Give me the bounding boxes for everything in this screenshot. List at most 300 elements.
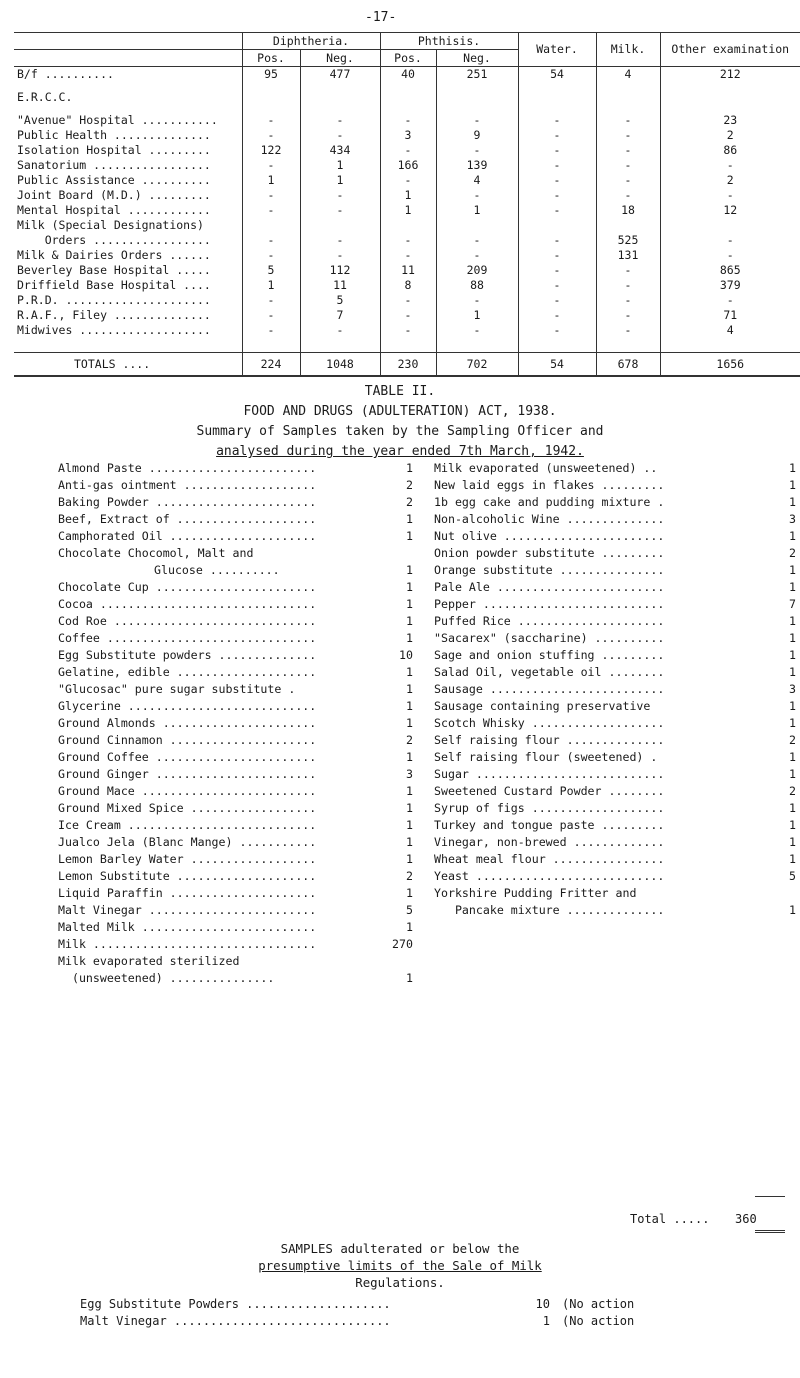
table-cell: - xyxy=(596,158,660,173)
list-item xyxy=(58,885,413,902)
list-item xyxy=(434,528,796,545)
table-cell: - xyxy=(380,308,436,323)
totals-cell: 224 xyxy=(242,353,300,377)
spacer-cell xyxy=(242,338,300,353)
sample-count: 7 xyxy=(789,597,796,611)
sample-count: 1 xyxy=(406,852,413,866)
spacer-cell xyxy=(242,105,300,113)
adulterated-line-1: SAMPLES adulterated or below the xyxy=(280,1241,520,1256)
sample-count xyxy=(385,545,413,562)
header-milk: Milk. xyxy=(596,33,660,67)
table-row xyxy=(14,263,800,278)
totals-cell: 54 xyxy=(518,353,596,377)
table-cell: - xyxy=(596,293,660,308)
list-item xyxy=(434,681,796,698)
spacer-cell xyxy=(596,82,660,90)
sample-count xyxy=(385,953,413,970)
table-cell: 5 xyxy=(242,263,300,278)
subheader-neg: Neg. xyxy=(300,50,380,67)
list-item xyxy=(434,766,796,783)
sample-name: 1b egg cake and pudding mixture . xyxy=(434,495,665,509)
summary-line-1: Summary of Samples taken by the Sampling Officer and xyxy=(196,424,604,439)
table-corner-2 xyxy=(14,50,242,67)
table-cell: 379 xyxy=(660,278,800,293)
table-cell: 4 xyxy=(596,67,660,83)
sample-count xyxy=(768,885,796,902)
table-cell: - xyxy=(596,263,660,278)
totals-row xyxy=(14,353,800,377)
sample-name: Self raising flour .............. xyxy=(434,733,665,747)
table-cell: 5 xyxy=(300,293,380,308)
table-cell: - xyxy=(242,293,300,308)
sample-name: Self raising flour (sweetened) . xyxy=(434,750,658,764)
table-cell: 2 xyxy=(660,173,800,188)
list-item xyxy=(58,919,413,936)
sample-count: 1 xyxy=(406,818,413,832)
list-item xyxy=(58,766,413,783)
spacer-cell xyxy=(380,105,436,113)
list-item xyxy=(58,664,413,681)
sample-count: 2 xyxy=(406,478,413,492)
list-item xyxy=(58,800,413,817)
list-item xyxy=(434,647,796,664)
table-cell xyxy=(596,90,660,105)
table-row xyxy=(14,233,800,248)
list-item xyxy=(434,783,796,800)
list-item xyxy=(58,528,413,545)
sample-count: 1 xyxy=(789,767,796,781)
sample-count: 1 xyxy=(406,801,413,815)
list-item xyxy=(58,749,413,766)
sample-name: Non-alcoholic Wine .............. xyxy=(434,512,665,526)
row-label: Midwives ................... xyxy=(17,323,211,337)
sample-name: Ground Mace ......................... xyxy=(58,784,317,798)
sample-count: 1 xyxy=(789,750,796,764)
sample-count: 1 xyxy=(406,461,413,475)
adulterated-line-3: Regulations. xyxy=(355,1275,445,1290)
list-item xyxy=(58,460,413,477)
sample-name: Sage and onion stuffing ......... xyxy=(434,648,665,662)
table-cell: 40 xyxy=(380,67,436,83)
spacer-cell xyxy=(14,338,242,353)
sample-name: Ground Almonds ...................... xyxy=(58,716,317,730)
table-cell: 54 xyxy=(518,67,596,83)
sample-count: 3 xyxy=(406,767,413,781)
sample-count: 270 xyxy=(392,937,413,951)
table-cell: - xyxy=(242,188,300,203)
sample-name: Nut olive ....................... xyxy=(434,529,665,543)
table2-title: TABLE II. xyxy=(364,384,436,399)
table-cell: 11 xyxy=(380,263,436,278)
list-item xyxy=(434,902,796,919)
sample-name: Gelatine, edible .................... xyxy=(58,665,317,679)
sample-name: Turkey and tongue paste ......... xyxy=(434,818,665,832)
table-cell: 1 xyxy=(436,308,518,323)
sample-count: 2 xyxy=(406,495,413,509)
list-item xyxy=(434,885,796,902)
table-cell xyxy=(300,218,380,233)
list-item xyxy=(58,579,413,596)
list-item xyxy=(58,783,413,800)
header-diphtheria: Diphtheria. xyxy=(242,33,380,50)
list-item xyxy=(434,630,796,647)
spacer-row xyxy=(14,338,800,353)
table-cell: - xyxy=(436,293,518,308)
table-cell: 1 xyxy=(380,203,436,218)
list-item xyxy=(58,902,413,919)
table-cell: - xyxy=(242,308,300,323)
table-cell: - xyxy=(596,278,660,293)
table-cell: 525 xyxy=(596,233,660,248)
table-cell: - xyxy=(380,173,436,188)
table-cell: 71 xyxy=(660,308,800,323)
table-cell: 1 xyxy=(300,173,380,188)
sample-name: Lemon Substitute .................... xyxy=(58,869,317,883)
sample-count: 2 xyxy=(406,733,413,747)
sample-count: 2 xyxy=(789,784,796,798)
table-cell: - xyxy=(380,143,436,158)
table-row xyxy=(14,248,800,263)
spacer-row xyxy=(14,105,800,113)
table-cell: - xyxy=(660,293,800,308)
table-cell: 3 xyxy=(380,128,436,143)
spacer-cell xyxy=(596,338,660,353)
table-row xyxy=(14,278,800,293)
action-note: (No action xyxy=(562,1297,635,1311)
table-cell: - xyxy=(518,158,596,173)
sample-count: 1 xyxy=(789,529,796,543)
table-row xyxy=(14,143,800,158)
sample-name: Chocolate Chocomol, Malt and xyxy=(58,546,254,560)
subheader-pos: Pos. xyxy=(242,50,300,67)
sample-count: 1 xyxy=(789,716,796,730)
table-cell: - xyxy=(518,128,596,143)
table-cell: 131 xyxy=(596,248,660,263)
sample-name: Sugar ........................... xyxy=(434,767,665,781)
sample-name: Yorkshire Pudding Fritter and xyxy=(434,886,637,900)
table-cell: - xyxy=(300,128,380,143)
totals-cell: 1656 xyxy=(660,353,800,377)
list-item xyxy=(58,698,413,715)
list-item xyxy=(58,647,413,664)
sample-count: 1 xyxy=(789,835,796,849)
table-row xyxy=(14,113,800,128)
totals-cell: 678 xyxy=(596,353,660,377)
table-corner xyxy=(14,33,242,50)
table-cell: - xyxy=(518,173,596,188)
spacer-cell xyxy=(660,105,800,113)
sample-count: 1 xyxy=(406,563,413,577)
table-cell: - xyxy=(242,158,300,173)
sample-count: 10 xyxy=(399,648,413,662)
sample-name: Glycerine ........................... xyxy=(58,699,317,713)
sample-name: Pale Ale ........................ xyxy=(434,580,665,594)
sample-name: Beef, Extract of .................... xyxy=(58,512,317,526)
sample-count: 1 xyxy=(789,461,796,475)
list-item xyxy=(58,834,413,851)
adulterated-list xyxy=(80,1296,634,1330)
sample-count: 1 xyxy=(789,852,796,866)
sample-count: 1 xyxy=(789,580,796,594)
spacer-cell xyxy=(300,105,380,113)
spacer-cell xyxy=(518,82,596,90)
totals-label: TOTALS .... xyxy=(14,353,242,377)
table-cell: 4 xyxy=(660,323,800,338)
sample-name: "Sacarex" (saccharine) .......... xyxy=(434,631,665,645)
row-label: Joint Board (M.D.) ......... xyxy=(17,188,211,202)
row-label: Orders ................. xyxy=(17,233,211,247)
table-row xyxy=(14,90,800,105)
table-row xyxy=(14,67,800,83)
list-item xyxy=(434,698,796,715)
sample-name: Camphorated Oil ..................... xyxy=(58,529,317,543)
sample-count: 1 xyxy=(789,614,796,628)
sample-count: 1 xyxy=(406,835,413,849)
summary-line-2: analysed during the year ended 7th March, 1942. xyxy=(216,444,584,459)
table-cell: 7 xyxy=(300,308,380,323)
table-cell: 1 xyxy=(242,173,300,188)
header-other: Other examination xyxy=(660,33,800,67)
sample-name: Sausage ......................... xyxy=(434,682,665,696)
table-cell: - xyxy=(518,248,596,263)
spacer-cell xyxy=(436,105,518,113)
sample-name: Cocoa ............................... xyxy=(58,597,317,611)
table-cell: - xyxy=(596,188,660,203)
sample-name: Sausage containing preservative xyxy=(434,699,651,713)
list-item xyxy=(434,868,796,885)
row-label: B/f .......... xyxy=(17,67,114,81)
table-cell: - xyxy=(380,293,436,308)
table-cell xyxy=(242,218,300,233)
sample-count: 2 xyxy=(789,733,796,747)
list-item xyxy=(434,545,796,562)
sample-name: Ground Mixed Spice .................. xyxy=(58,801,317,815)
total-rule xyxy=(755,1196,785,1197)
row-label: R.A.F., Filey .............. xyxy=(17,308,211,322)
adulterated-count: 1 xyxy=(542,1314,550,1328)
table-cell: - xyxy=(660,233,800,248)
table-cell: - xyxy=(518,113,596,128)
sample-name: Ground Coffee ....................... xyxy=(58,750,317,764)
table-cell: - xyxy=(596,128,660,143)
table-row xyxy=(14,323,800,338)
sample-name: Ground Cinnamon ..................... xyxy=(58,733,317,747)
sample-count: 1 xyxy=(406,920,413,934)
list-item xyxy=(434,460,796,477)
spacer-cell xyxy=(380,338,436,353)
table-cell: 865 xyxy=(660,263,800,278)
table-cell: - xyxy=(242,128,300,143)
list-item xyxy=(58,817,413,834)
sample-name: Milk ................................ xyxy=(58,937,317,951)
table-cell: - xyxy=(518,143,596,158)
sample-name: Vinegar, non-brewed ............. xyxy=(434,835,665,849)
row-label: E.R.C.C. xyxy=(17,90,73,104)
table-body xyxy=(14,67,800,377)
sample-count: 1 xyxy=(789,478,796,492)
sample-name: Onion powder substitute ......... xyxy=(434,546,665,560)
spacer-row xyxy=(14,82,800,90)
table-cell: - xyxy=(518,233,596,248)
sample-count: 1 xyxy=(406,665,413,679)
list-item xyxy=(58,630,413,647)
list-item xyxy=(434,494,796,511)
table-cell: - xyxy=(518,293,596,308)
list-item xyxy=(434,817,796,834)
table-cell: 2 xyxy=(660,128,800,143)
table-cell xyxy=(436,218,518,233)
table-cell: 4 xyxy=(436,173,518,188)
sample-count: 1 xyxy=(789,818,796,832)
sample-name: Cod Roe ............................. xyxy=(58,614,317,628)
table-cell: - xyxy=(436,188,518,203)
sample-count: 5 xyxy=(789,869,796,883)
table-cell: - xyxy=(380,323,436,338)
samples-list-left xyxy=(58,460,413,987)
sample-name: "Glucosac" pure sugar substitute . xyxy=(58,682,296,696)
table-cell: - xyxy=(436,233,518,248)
table-cell: - xyxy=(300,188,380,203)
table-cell: 1 xyxy=(300,158,380,173)
table-cell: - xyxy=(518,278,596,293)
sample-count: 1 xyxy=(789,648,796,662)
total-label: Total ..... xyxy=(630,1212,710,1226)
table-row xyxy=(14,188,800,203)
list-item xyxy=(434,834,796,851)
table-cell: - xyxy=(300,248,380,263)
list-item xyxy=(58,953,413,970)
list-item xyxy=(58,494,413,511)
sample-count: 1 xyxy=(406,716,413,730)
sample-count: 1 xyxy=(789,699,796,713)
sample-count: 1 xyxy=(406,631,413,645)
sample-name: Wheat meal flour ................ xyxy=(434,852,665,866)
sample-count: 1 xyxy=(406,699,413,713)
sample-count: 3 xyxy=(789,682,796,696)
table-cell: - xyxy=(242,248,300,263)
list-item xyxy=(58,545,413,562)
sample-name: Baking Powder ....................... xyxy=(58,495,317,509)
table-cell: - xyxy=(300,233,380,248)
page-number: -17- xyxy=(365,10,397,25)
row-label: Mental Hospital ............ xyxy=(17,203,211,217)
table-cell xyxy=(380,90,436,105)
totals-cell: 1048 xyxy=(300,353,380,377)
list-item xyxy=(58,613,413,630)
samples-list-right xyxy=(434,460,796,919)
list-item xyxy=(58,715,413,732)
table-row xyxy=(14,203,800,218)
table-cell: 95 xyxy=(242,67,300,83)
sample-count: 1 xyxy=(406,580,413,594)
table-cell: 139 xyxy=(436,158,518,173)
row-label: Beverley Base Hospital ..... xyxy=(17,263,211,277)
table-cell: 23 xyxy=(660,113,800,128)
table-cell: 434 xyxy=(300,143,380,158)
total-value: 360 xyxy=(735,1212,757,1226)
table-cell: 477 xyxy=(300,67,380,83)
sample-name: Lemon Barley Water .................. xyxy=(58,852,317,866)
table-cell xyxy=(242,90,300,105)
spacer-cell xyxy=(596,105,660,113)
list-item xyxy=(434,664,796,681)
list-item xyxy=(58,511,413,528)
sample-name: Malt Vinegar ........................ xyxy=(58,903,317,917)
list-item xyxy=(58,681,413,698)
totals-cell: 230 xyxy=(380,353,436,377)
table-cell: - xyxy=(518,323,596,338)
sample-count: 1 xyxy=(789,563,796,577)
table-cell: 86 xyxy=(660,143,800,158)
table-cell: - xyxy=(596,143,660,158)
row-label: Isolation Hospital ......... xyxy=(17,143,211,157)
sample-count: 1 xyxy=(406,529,413,543)
table-cell: 8 xyxy=(380,278,436,293)
list-item xyxy=(58,868,413,885)
adulterated-line-2: presumptive limits of the Sale of Milk xyxy=(258,1258,542,1273)
spacer-cell xyxy=(300,338,380,353)
spacer-cell xyxy=(436,338,518,353)
sample-name: Almond Paste ........................ xyxy=(58,461,317,475)
table-row xyxy=(14,158,800,173)
sample-count: 1 xyxy=(406,886,413,900)
sample-count: 1 xyxy=(406,682,413,696)
header-water: Water. xyxy=(518,33,596,67)
spacer-cell xyxy=(518,338,596,353)
act-title: FOOD AND DRUGS (ADULTERATION) ACT, 1938. xyxy=(243,404,557,419)
table-cell: - xyxy=(596,113,660,128)
table-cell xyxy=(660,218,800,233)
list-item xyxy=(58,936,413,953)
sample-count: 1 xyxy=(406,597,413,611)
sample-name: Anti-gas ointment ................... xyxy=(58,478,317,492)
table-row xyxy=(14,308,800,323)
sample-name: Malted Milk ......................... xyxy=(58,920,317,934)
sample-name: (unsweetened) ............... xyxy=(58,971,275,985)
table-cell: - xyxy=(596,173,660,188)
list-item xyxy=(434,800,796,817)
table-cell: - xyxy=(242,233,300,248)
sample-count: 3 xyxy=(789,512,796,526)
table-cell: - xyxy=(436,143,518,158)
spacer-cell xyxy=(14,105,242,113)
sample-name: Chocolate Cup ....................... xyxy=(58,580,317,594)
total-double-rule xyxy=(755,1230,785,1233)
sample-name: Coffee .............................. xyxy=(58,631,317,645)
list-item xyxy=(434,851,796,868)
list-item xyxy=(434,511,796,528)
row-label: Driffield Base Hospital .... xyxy=(17,278,211,292)
table-cell: - xyxy=(436,323,518,338)
table-cell xyxy=(596,218,660,233)
row-label: Milk & Dairies Orders ...... xyxy=(17,248,211,262)
list-item xyxy=(434,562,796,579)
list-item xyxy=(434,732,796,749)
action-note: (No action xyxy=(562,1314,635,1328)
table-cell: - xyxy=(300,323,380,338)
table-cell: - xyxy=(518,308,596,323)
list-item xyxy=(434,749,796,766)
table-cell: - xyxy=(518,263,596,278)
spacer-cell xyxy=(518,105,596,113)
results-table xyxy=(14,32,800,377)
table-cell: - xyxy=(660,248,800,263)
sample-name: Orange substitute ............... xyxy=(434,563,665,577)
sample-name: Ice Cream ........................... xyxy=(58,818,317,832)
row-label: Sanatorium ................. xyxy=(17,158,211,172)
table-cell xyxy=(518,218,596,233)
list-item xyxy=(58,970,413,987)
